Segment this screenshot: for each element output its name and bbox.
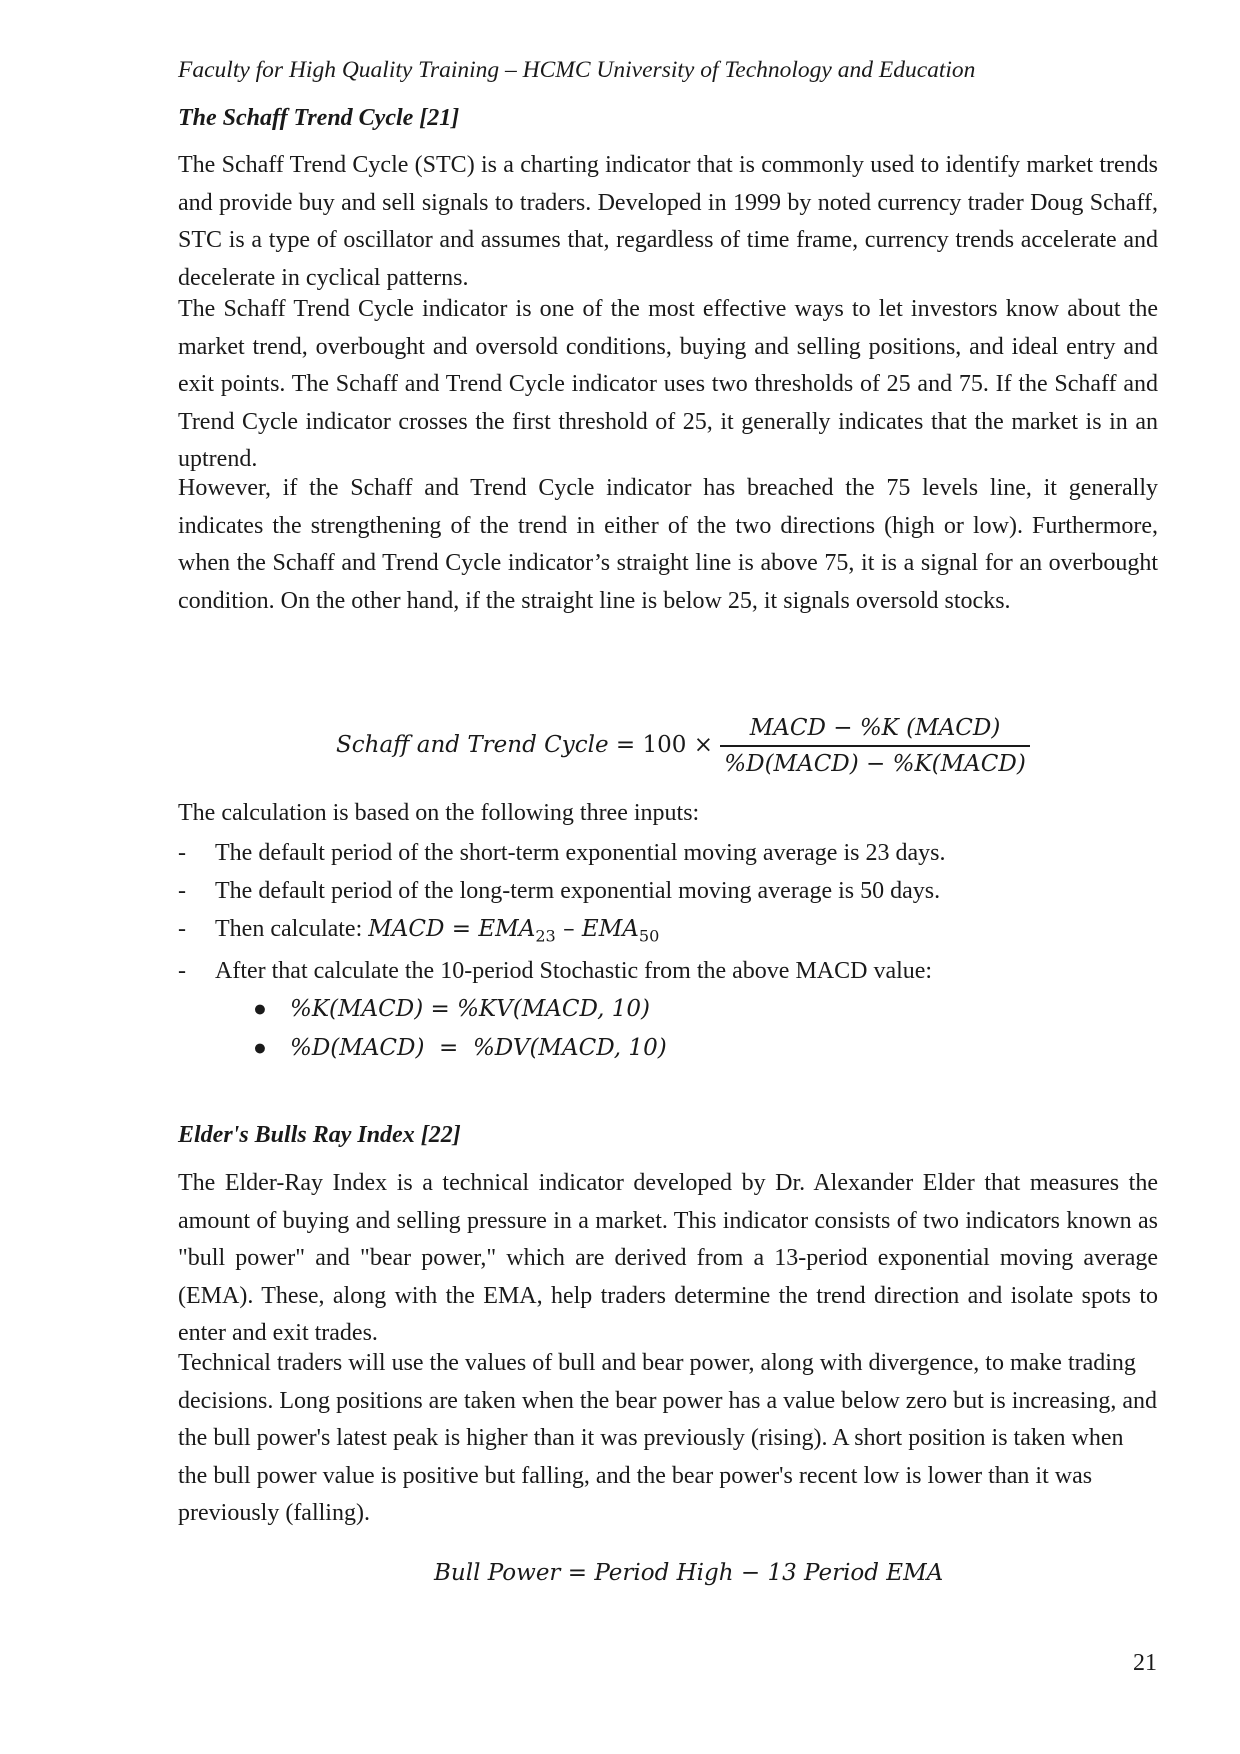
paragraph-stc-breach: However, if the Schaff and Trend Cycle indicator has breached the 75 levels line, it generally indicates the strengthening of the trend in either of the two directions (high or low). Furthermore, when the Schaff and Trend Cycle indicator’s straight line is above 75, it is a signal for an overbought condition. On the other hand, if the straight line is below 25, it signals oversold stocks. — [178, 475, 1158, 614]
bullet-dot: ● — [253, 1035, 267, 1060]
bullet-item — [253, 996, 853, 1028]
list-item — [178, 958, 1158, 988]
running-header: Faculty for High Quality Training – HCMC University of Technology and Education — [178, 57, 976, 83]
list-item-text: The default period of the long-term exponential moving average is 50 days. — [215, 878, 941, 904]
formula-factor: 100 × — [642, 732, 713, 758]
inputs-intro: The calculation is based on the following three inputs: — [178, 800, 700, 826]
page-number: 21 — [1133, 1650, 1157, 1676]
list-dash: - — [178, 878, 186, 904]
macd-minus: – — [555, 916, 582, 942]
bullet-item — [253, 1035, 853, 1067]
paragraph-stc-thresholds: The Schaff Trend Cycle indicator is one of the most effective ways to let investors know about the market trend, overbought and oversold conditions, buying and selling positions, and ideal entry and exit points. The Schaff and Trend Cycle indicator uses two thresholds of 25 and 75. If the Schaff and Trend Cycle indicator crosses the first threshold of 25, it generally indicates that the market is in an uptrend. — [178, 296, 1158, 473]
bull-power-formula: Bull Power = Period High − 13 Period EMA — [434, 1560, 944, 1586]
list-item — [178, 878, 1158, 908]
list-item-text: After that calculate the 10-period Stochastic from the above MACD value: — [215, 958, 933, 984]
macd-lhs: MACD — [368, 916, 445, 942]
formula-equals: = — [615, 732, 636, 758]
bullet-formula-d: %D(MACD) = %DV(MACD, 10) — [290, 1035, 667, 1061]
bullet-formula-k: %K(MACD) = %KV(MACD, 10) — [290, 996, 650, 1022]
macd-ema-short-period: 23 — [535, 926, 556, 946]
paragraph-elder-intro: The Elder-Ray Index is a technical indicator developed by Dr. Alexander Elder that measures the amount of buying and selling pressure in a market. This indicator consists of two indicators known as "bull power" and "bear power," which are derived from a 13-period exponential moving average (EMA). These, along with the EMA, help traders determine the trend direction and isolate spots to enter and exit trades. — [178, 1170, 1158, 1347]
list-item-text — [215, 916, 659, 946]
formula-denominator: %D(MACD) − %K(MACD) — [724, 751, 1026, 777]
formula-fraction — [720, 715, 1030, 777]
list-dash: - — [178, 840, 186, 866]
paragraph-stc-intro: The Schaff Trend Cycle (STC) is a charting indicator that is commonly used to identify market trends and provide buy and sell signals to traders. Developed in 1999 by noted currency trader Doug Schaff, STC is a type of oscillator and assumes that, regardless of time frame, currency trends accelerate and decelerate in cyclical patterns. — [178, 152, 1158, 291]
stc-formula — [336, 715, 1030, 777]
macd-ema-long: EMA — [581, 916, 639, 942]
macd-ema-short: EMA — [478, 916, 536, 942]
formula-numerator: MACD − %K (MACD) — [720, 715, 1030, 747]
bullet-dot: ● — [253, 996, 267, 1021]
list-dash: - — [178, 916, 186, 942]
list-item — [178, 840, 1158, 870]
macd-equals: = — [444, 916, 479, 942]
list-dash: - — [178, 958, 186, 984]
list-item-text: The default period of the short-term exponential moving average is 23 days. — [215, 840, 946, 866]
section-title-elder: Elder's Bulls Ray Index [22] — [178, 1122, 461, 1148]
list-item-macd — [178, 916, 1158, 950]
paragraph-elder-signals: Technical traders will use the values of bull and bear power, along with divergence, to make trading decisions. Long positions are taken when the bear power has a value below zero but is increasing, and the bull power's latest peak is higher than it was previously (rising). A short position is taken when the bull power value is positive but falling, and the bear power's recent low is lower than it was previously (falling). — [178, 1350, 1158, 1527]
macd-ema-long-period: 50 — [638, 926, 660, 946]
section-title-schaff: The Schaff Trend Cycle [21] — [178, 105, 460, 131]
macd-prefix: Then calculate: — [215, 916, 369, 942]
formula-lhs: Schaff and Trend Cycle — [336, 732, 609, 758]
